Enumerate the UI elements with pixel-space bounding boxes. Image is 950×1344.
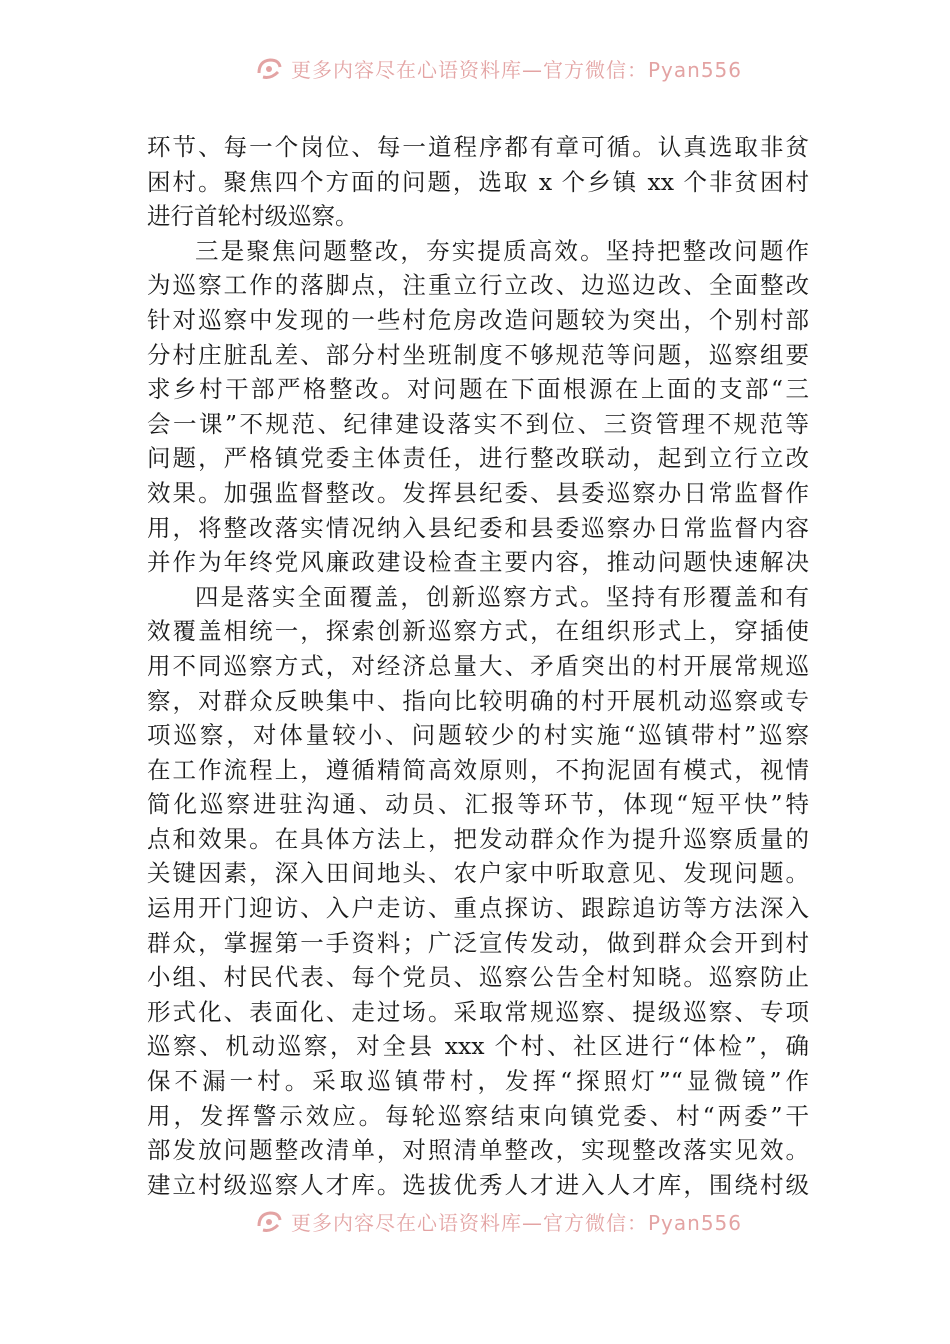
text-line: 用不同巡察方式，对经济总量大、矛盾突出的村开展常规巡 [147,651,809,680]
paragraph-start-line: 四是落实全面覆盖，创新巡察方式。坚持有形覆盖和有 [195,582,809,611]
text-line: 求乡村干部严格整改。对问题在下面根源在上面的支部“三 [147,375,809,404]
text-line: 部发放问题整改清单，对照清单整改，实现整改落实见效。 [147,1136,809,1165]
text-line: 环节、每一个岗位、每一道程序都有章可循。认真选取非贫 [147,133,809,161]
text-line: 保不漏一村。采取巡镇带村，发挥“探照灯”“显微镜”作 [147,1067,809,1096]
text-line: 进行首轮村级巡察。 [147,202,359,231]
text-line: 运用开门迎访、入户走访、重点探访、跟踪追访等方法深入 [147,894,809,923]
paragraph-start-line: 三是聚焦问题整改，夯实提质高效。坚持把整改问题作 [195,236,809,265]
text-line: 针对巡察中发现的一些村危房改造问题较为突出，个别村部 [147,305,809,334]
text-line: 巡察、机动巡察，对全县 xxx 个村、社区进行“体检”，确 [147,1032,809,1061]
brand-logo-icon [255,1206,285,1236]
text-line: 分村庄脏乱差、部分村坐班制度不够规范等问题，巡察组要 [147,340,809,369]
text-line: 形式化、表面化、走过场。采取常规巡察、提级巡察、专项 [147,997,809,1026]
text-line: 会一课”不规范、纪律建设落实不到位、三资管理不规范等 [147,409,809,438]
text-line: 小组、村民代表、每个党员、巡察公告全村知晓。巡察防止 [147,963,809,992]
text-line: 为巡察工作的落脚点，注重立行立改、边巡边改、全面整改 [147,271,809,300]
text-line: 效覆盖相统一，探索创新巡察方式，在组织形式上，穿插使 [147,617,809,646]
text-line: 在工作流程上，遵循精简高效原则，不拘泥固有模式，视情 [147,755,809,784]
text-line: 并作为年终党风廉政建设检查主要内容，推动问题快速解决 [147,548,809,577]
text-line: 群众，掌握第一手资料；广泛宣传发动，做到群众会开到村 [147,928,809,957]
text-line: 简化巡察进驻沟通、动员、汇报等环节，体现“短平快”特 [147,790,809,819]
text-line: 用，发挥警示效应。每轮巡察结束向镇党委、村“两委”干 [147,1101,809,1130]
text-line: 困村。聚焦四个方面的问题，选取 x 个乡镇 xx 个非贫困村 [147,167,809,196]
text-line: 关键因素，深入田间地头、农户家中听取意见、发现问题。 [147,859,809,888]
document-body [147,130,809,1202]
text-line: 点和效果。在具体方法上，把发动群众作为提升巡察质量的 [147,824,809,853]
watermark-text: 更多内容尽在心语资料库—官方微信：Pyan556 [291,57,743,82]
watermark-footer [255,1203,742,1239]
text-line: 问题，严格镇党委主体责任，进行整改联动，起到立行立改 [147,444,809,473]
watermark-text: 更多内容尽在心语资料库—官方微信：Pyan556 [291,1210,743,1235]
watermark-header [255,50,742,86]
text-line: 建立村级巡察人才库。选拔优秀人才进入人才库，围绕村级 [147,1170,809,1199]
text-line: 项巡察，对体量较小、问题较少的村实施“巡镇带村”巡察 [147,721,809,750]
text-line: 效果。加强监督整改。发挥县纪委、县委巡察办日常监督作 [147,478,809,507]
text-line: 察，对群众反映集中、指向比较明确的村开展机动巡察或专 [147,686,809,715]
text-line: 用，将整改落实情况纳入县纪委和县委巡察办日常监督内容 [147,513,809,542]
brand-logo-icon [255,53,285,83]
